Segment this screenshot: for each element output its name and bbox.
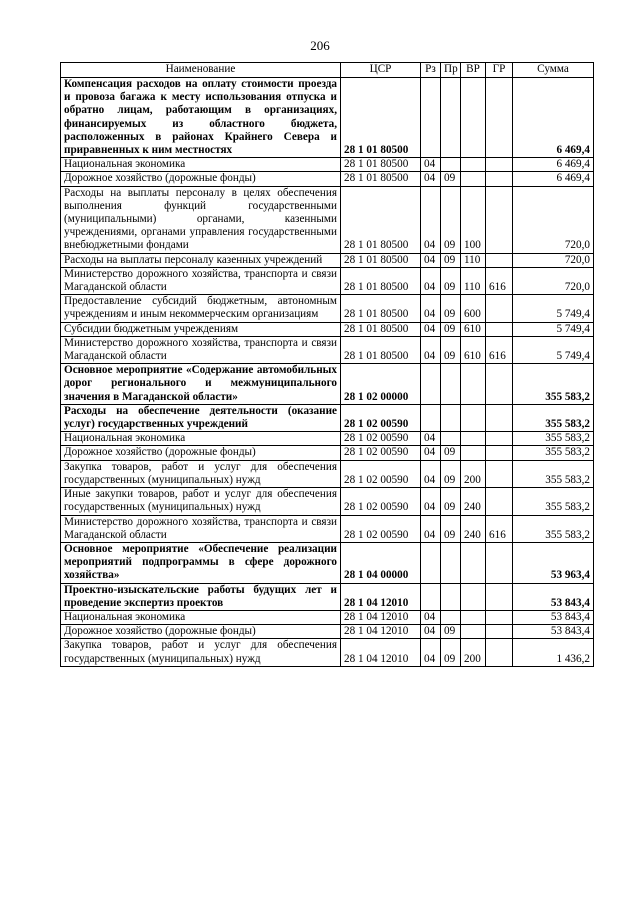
cell-rz: [421, 583, 441, 610]
cell-vr: 200: [461, 639, 486, 666]
header-pr: Пр: [441, 63, 461, 78]
cell-rz: 04: [421, 336, 441, 363]
cell-sum: 355 583,2: [513, 515, 594, 542]
cell-csr: 28 1 02 00590: [341, 432, 421, 446]
cell-csr: 28 1 01 80500: [341, 322, 421, 336]
cell-sum: 5 749,4: [513, 322, 594, 336]
table-row: [61, 625, 594, 639]
cell-pr: 09: [441, 172, 461, 186]
cell-csr: 28 1 02 00590: [341, 488, 421, 515]
header-vr: ВР: [461, 63, 486, 78]
table-row: [61, 267, 594, 294]
cell-sum: 5 749,4: [513, 336, 594, 363]
table-row: [61, 78, 594, 158]
header-rz: Рз: [421, 63, 441, 78]
cell-sum: 355 583,2: [513, 446, 594, 460]
cell-vr: 240: [461, 488, 486, 515]
cell-vr: [461, 446, 486, 460]
cell-gr: [486, 610, 513, 624]
cell-sum: 1 436,2: [513, 639, 594, 666]
cell-vr: [461, 172, 486, 186]
cell-sum: 6 469,4: [513, 158, 594, 172]
cell-csr: 28 1 01 80500: [341, 78, 421, 158]
cell-sum: 53 963,4: [513, 542, 594, 583]
table-row: [61, 158, 594, 172]
cell-csr: 28 1 02 00590: [341, 515, 421, 542]
table-row: [61, 186, 594, 253]
table-row: [61, 460, 594, 487]
cell-vr: 110: [461, 267, 486, 294]
cell-sum: 53 843,4: [513, 583, 594, 610]
cell-gr: 616: [486, 336, 513, 363]
page-number: 206: [310, 38, 330, 53]
cell-name: Закупка товаров, работ и услуг для обеспечения государственных (муниципальных) нужд: [61, 639, 341, 666]
cell-sum: 6 469,4: [513, 78, 594, 158]
cell-name: Расходы на выплаты персоналу в целях обеспечения выполнения функций государственными (муниципальными) органами, казенными учреждениями, органами управления государственными внебюджетными фондами: [61, 186, 341, 253]
cell-gr: [486, 625, 513, 639]
cell-sum: 6 469,4: [513, 172, 594, 186]
cell-name: Основное мероприятие «Обеспечение реализации мероприятий подпрограммы в сфере дорожного хозяйства»: [61, 542, 341, 583]
cell-rz: 04: [421, 488, 441, 515]
cell-name: Национальная экономика: [61, 158, 341, 172]
cell-sum: 355 583,2: [513, 404, 594, 431]
cell-name: Расходы на обеспечение деятельности (оказание услуг) государственных учреждений: [61, 404, 341, 431]
table-row: [61, 515, 594, 542]
table-row: [61, 253, 594, 267]
cell-rz: 04: [421, 172, 441, 186]
cell-gr: [486, 253, 513, 267]
cell-rz: 04: [421, 432, 441, 446]
cell-vr: 240: [461, 515, 486, 542]
cell-gr: [486, 460, 513, 487]
cell-gr: [486, 295, 513, 322]
cell-vr: [461, 625, 486, 639]
cell-sum: 355 583,2: [513, 432, 594, 446]
cell-rz: 04: [421, 460, 441, 487]
cell-pr: 09: [441, 446, 461, 460]
cell-vr: 610: [461, 322, 486, 336]
cell-rz: 04: [421, 295, 441, 322]
cell-gr: [486, 172, 513, 186]
cell-vr: [461, 583, 486, 610]
cell-pr: [441, 583, 461, 610]
cell-csr: 28 1 01 80500: [341, 158, 421, 172]
cell-name: Расходы на выплаты персоналу казенных учреждений: [61, 253, 341, 267]
cell-csr: 28 1 01 80500: [341, 172, 421, 186]
cell-csr: 28 1 01 80500: [341, 253, 421, 267]
cell-vr: [461, 404, 486, 431]
cell-rz: 04: [421, 515, 441, 542]
cell-gr: [486, 364, 513, 405]
cell-name: Министерство дорожного хозяйства, транспорта и связи Магаданской области: [61, 515, 341, 542]
cell-sum: 720,0: [513, 186, 594, 253]
cell-rz: 04: [421, 322, 441, 336]
cell-sum: 355 583,2: [513, 488, 594, 515]
cell-pr: 09: [441, 267, 461, 294]
cell-vr: 610: [461, 336, 486, 363]
cell-sum: 720,0: [513, 267, 594, 294]
cell-name: Национальная экономика: [61, 432, 341, 446]
cell-gr: [486, 186, 513, 253]
cell-csr: 28 1 02 00590: [341, 446, 421, 460]
table-row: [61, 295, 594, 322]
cell-vr: [461, 610, 486, 624]
cell-name: Закупка товаров, работ и услуг для обеспечения государственных (муниципальных) нужд: [61, 460, 341, 487]
cell-gr: [486, 322, 513, 336]
cell-name: Дорожное хозяйство (дорожные фонды): [61, 446, 341, 460]
cell-pr: [441, 404, 461, 431]
table-body: [61, 78, 594, 667]
cell-vr: [461, 542, 486, 583]
cell-name: Предоставление субсидий бюджетным, автономным учреждениям и иным некоммерческим организациям: [61, 295, 341, 322]
cell-name: Иные закупки товаров, работ и услуг для обеспечения государственных (муниципальных) нужд: [61, 488, 341, 515]
cell-rz: [421, 364, 441, 405]
table-row: [61, 610, 594, 624]
cell-rz: 04: [421, 639, 441, 666]
cell-rz: 04: [421, 446, 441, 460]
cell-vr: 200: [461, 460, 486, 487]
cell-name: Национальная экономика: [61, 610, 341, 624]
cell-vr: 100: [461, 186, 486, 253]
cell-pr: [441, 542, 461, 583]
cell-vr: [461, 158, 486, 172]
cell-rz: 04: [421, 267, 441, 294]
cell-gr: 616: [486, 515, 513, 542]
table-row: [61, 322, 594, 336]
cell-gr: [486, 78, 513, 158]
cell-csr: 28 1 04 12010: [341, 639, 421, 666]
table-row: [61, 336, 594, 363]
cell-name: Министерство дорожного хозяйства, транспорта и связи Магаданской области: [61, 336, 341, 363]
cell-name: Компенсация расходов на оплату стоимости проезда и провоза багажа к месту использования отпуска и обратно лицам, работающим в организациях, финансируемых из областного бюджета, расположенных в районах Крайнего Севера и приравненных к ним местностях: [61, 78, 341, 158]
cell-gr: [486, 583, 513, 610]
table-row: [61, 404, 594, 431]
cell-gr: [486, 639, 513, 666]
cell-pr: 09: [441, 336, 461, 363]
header-name: Наименование: [61, 63, 341, 78]
table-row: [61, 364, 594, 405]
cell-pr: [441, 158, 461, 172]
cell-vr: [461, 364, 486, 405]
cell-rz: 04: [421, 625, 441, 639]
cell-pr: [441, 78, 461, 158]
cell-pr: 09: [441, 295, 461, 322]
cell-gr: 616: [486, 267, 513, 294]
cell-pr: [441, 432, 461, 446]
cell-csr: 28 1 01 80500: [341, 295, 421, 322]
cell-name: Министерство дорожного хозяйства, транспорта и связи Магаданской области: [61, 267, 341, 294]
cell-name: Субсидии бюджетным учреждениям: [61, 322, 341, 336]
cell-name: Основное мероприятие «Содержание автомобильных дорог регионального и межмуниципального значения в Магаданской области»: [61, 364, 341, 405]
cell-gr: [486, 542, 513, 583]
cell-name: Дорожное хозяйство (дорожные фонды): [61, 172, 341, 186]
cell-sum: 5 749,4: [513, 295, 594, 322]
cell-csr: 28 1 01 80500: [341, 267, 421, 294]
table-row: [61, 542, 594, 583]
header-gr: ГР: [486, 63, 513, 78]
cell-rz: 04: [421, 610, 441, 624]
cell-vr: [461, 78, 486, 158]
cell-pr: 09: [441, 253, 461, 267]
cell-rz: [421, 542, 441, 583]
cell-vr: 110: [461, 253, 486, 267]
cell-sum: 355 583,2: [513, 460, 594, 487]
table-header-row: [61, 63, 594, 78]
table-row: [61, 488, 594, 515]
cell-pr: 09: [441, 322, 461, 336]
cell-vr: 600: [461, 295, 486, 322]
cell-gr: [486, 404, 513, 431]
cell-sum: 53 843,4: [513, 625, 594, 639]
cell-name: Проектно-изыскательские работы будущих лет и проведение экспертиз проектов: [61, 583, 341, 610]
table-row: [61, 172, 594, 186]
cell-pr: 09: [441, 488, 461, 515]
table-row: [61, 583, 594, 610]
table-row: [61, 446, 594, 460]
cell-csr: 28 1 02 00590: [341, 460, 421, 487]
cell-csr: 28 1 02 00590: [341, 404, 421, 431]
cell-csr: 28 1 04 12010: [341, 625, 421, 639]
cell-gr: [486, 488, 513, 515]
cell-pr: 09: [441, 460, 461, 487]
cell-pr: [441, 364, 461, 405]
cell-rz: 04: [421, 186, 441, 253]
cell-csr: 28 1 01 80500: [341, 336, 421, 363]
table-row: [61, 432, 594, 446]
cell-pr: 09: [441, 625, 461, 639]
cell-sum: 720,0: [513, 253, 594, 267]
table-row: [61, 639, 594, 666]
cell-pr: 09: [441, 639, 461, 666]
cell-name: Дорожное хозяйство (дорожные фонды): [61, 625, 341, 639]
cell-csr: 28 1 02 00000: [341, 364, 421, 405]
budget-table: [60, 62, 594, 667]
cell-pr: [441, 610, 461, 624]
header-sum: Сумма: [513, 63, 594, 78]
cell-rz: 04: [421, 158, 441, 172]
cell-csr: 28 1 04 12010: [341, 583, 421, 610]
cell-csr: 28 1 01 80500: [341, 186, 421, 253]
cell-csr: 28 1 04 12010: [341, 610, 421, 624]
cell-rz: [421, 78, 441, 158]
cell-gr: [486, 432, 513, 446]
cell-rz: [421, 404, 441, 431]
cell-vr: [461, 432, 486, 446]
cell-gr: [486, 446, 513, 460]
header-csr: ЦСР: [341, 63, 421, 78]
cell-rz: 04: [421, 253, 441, 267]
cell-pr: 09: [441, 515, 461, 542]
cell-gr: [486, 158, 513, 172]
cell-csr: 28 1 04 00000: [341, 542, 421, 583]
cell-pr: 09: [441, 186, 461, 253]
cell-sum: 53 843,4: [513, 610, 594, 624]
cell-sum: 355 583,2: [513, 364, 594, 405]
